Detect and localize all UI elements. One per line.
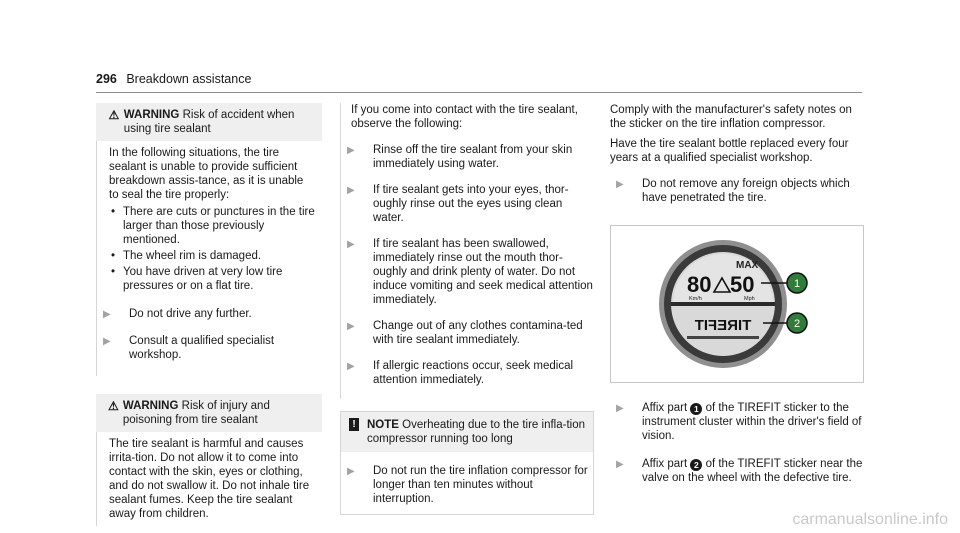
arrow-right-icon: ▶ (347, 185, 355, 196)
column-3 (610, 103, 866, 485)
instruction-step: ▶ Rinse off the tire sealant from your skin immediately using water. (341, 143, 594, 171)
warning-triangle-icon: ⚠ (108, 399, 119, 413)
instruction-step: ▶ Do not drive any further. (97, 307, 322, 322)
column-1 (96, 103, 322, 526)
column-2 (340, 103, 594, 515)
tirefit-sticker-figure (610, 225, 864, 383)
warning-title: Risk of accident when using tire sealant (123, 109, 295, 135)
watermark: carmanualsonline.info (792, 511, 948, 528)
arrow-right-icon: ▶ (347, 466, 355, 477)
list-item: • You have driven at very low tire pressures or on a flat tire. (109, 265, 316, 293)
warning-bullet-list (109, 205, 316, 293)
arrow-right-icon: ▶ (347, 361, 355, 372)
section-title: Breakdown assistance (126, 72, 252, 86)
warning-text: The tire sealant is harmful and causes irrita-tion. Do not allow it to come into contact with the skin, eyes or clothing, and do not swallow it. Do not inhale tire sealant fumes. Keep the tire sealant away from children. (109, 438, 310, 520)
arrow-right-icon: ▶ (103, 309, 111, 320)
warning-triangle-icon: ⚠ (108, 108, 120, 122)
sticker-brand-text: TIREFIT (694, 317, 752, 334)
callout-badge-1: 1 (690, 403, 702, 415)
instruction-step: ▶ If tire sealant gets into your eyes, thor-oughly rinse out the eyes using clean water. (341, 183, 594, 225)
list-item: • The wheel rim is damaged. (109, 249, 316, 263)
note-title: Overheating due to the tire infla-tion compressor running too long (367, 419, 585, 445)
arrow-right-icon: ▶ (616, 459, 624, 470)
paragraph: Have the tire sealant bottle replaced every four years at a qualified specialist workshop. (610, 138, 849, 164)
instruction-step: ▶ Affix part 2 of the TIREFIT sticker near the valve on the wheel with the defective tire. (610, 457, 866, 485)
sticker-max-label: MAX (736, 260, 759, 271)
warning-label: WARNING (122, 400, 179, 412)
header-divider (96, 92, 862, 93)
page-header (96, 72, 251, 86)
warning-header-injury (96, 394, 322, 432)
instruction-step: ▶ Do not run the tire inflation compressor for longer than ten minutes without interruption. (341, 464, 593, 506)
warning-intro: In the following situations, the tire sealant is unable to provide sufficient breakdown assis-tance, as it is unable to seal the tire properly: (109, 147, 304, 201)
instruction-step: ▶ If allergic reactions occur, seek medical attention immediately. (341, 359, 594, 387)
sticker-speed-mph: 50 (730, 272, 755, 297)
arrow-right-icon: ▶ (616, 179, 624, 190)
note-label: NOTE (367, 419, 399, 431)
note-icon: ! (349, 418, 359, 431)
warning-title: Risk of injury and poisoning from tire sealant (122, 400, 270, 426)
sticker-stripe (687, 336, 759, 339)
note-overheating (340, 411, 594, 515)
note-header (341, 412, 593, 452)
tirefit-sticker-image (611, 226, 863, 382)
instruction-step: ▶ Do not remove any foreign objects which have penetrated the tire. (610, 177, 866, 205)
page-number: 296 (96, 72, 117, 86)
callout-number-1: 1 (793, 278, 801, 290)
contact-instructions (340, 103, 594, 399)
callout-badge-2: 2 (690, 459, 702, 471)
arrow-right-icon: ▶ (103, 336, 111, 347)
instruction-step: ▶ If tire sealant has been swallowed, immediately rinse out the mouth thor-oughly and drink plenty of water. Do not induce vomiting and seek medical attention immediately. (341, 237, 594, 307)
arrow-right-icon: ▶ (347, 239, 355, 250)
arrow-right-icon: ▶ (347, 145, 355, 156)
sticker-brand-mirrored (695, 317, 752, 334)
arrow-right-icon: ▶ (347, 321, 355, 332)
instruction-step: ▶ Affix part 1 of the TIREFIT sticker to the instrument cluster within the driver's field of vision. (610, 401, 866, 443)
sticker-unit-mph: Mph (744, 296, 755, 302)
sticker-unit-kmh: Km/h (689, 296, 702, 302)
sticker-speed-kmh: 80 (687, 272, 712, 297)
instruction-step: ▶ Consult a qualified specialist workshop. (97, 334, 322, 362)
contact-intro: If you come into contact with the tire sealant, observe the following: (351, 104, 578, 130)
callout-number-2: 2 (793, 318, 801, 330)
instruction-step: ▶ Change out of any clothes contamina-ted with tire sealant immediately. (341, 319, 594, 347)
arrow-right-icon: ▶ (616, 403, 624, 414)
warning-body-injury (96, 432, 322, 526)
warning-body-accident (96, 141, 322, 376)
paragraph: Comply with the manufacturer's safety notes on the sticker on the tire inflation compressor. (610, 104, 852, 130)
list-item: • There are cuts or punctures in the tire larger than those previously mentioned. (109, 205, 316, 247)
warning-header-accident (96, 103, 322, 141)
warning-label: WARNING (123, 109, 180, 121)
